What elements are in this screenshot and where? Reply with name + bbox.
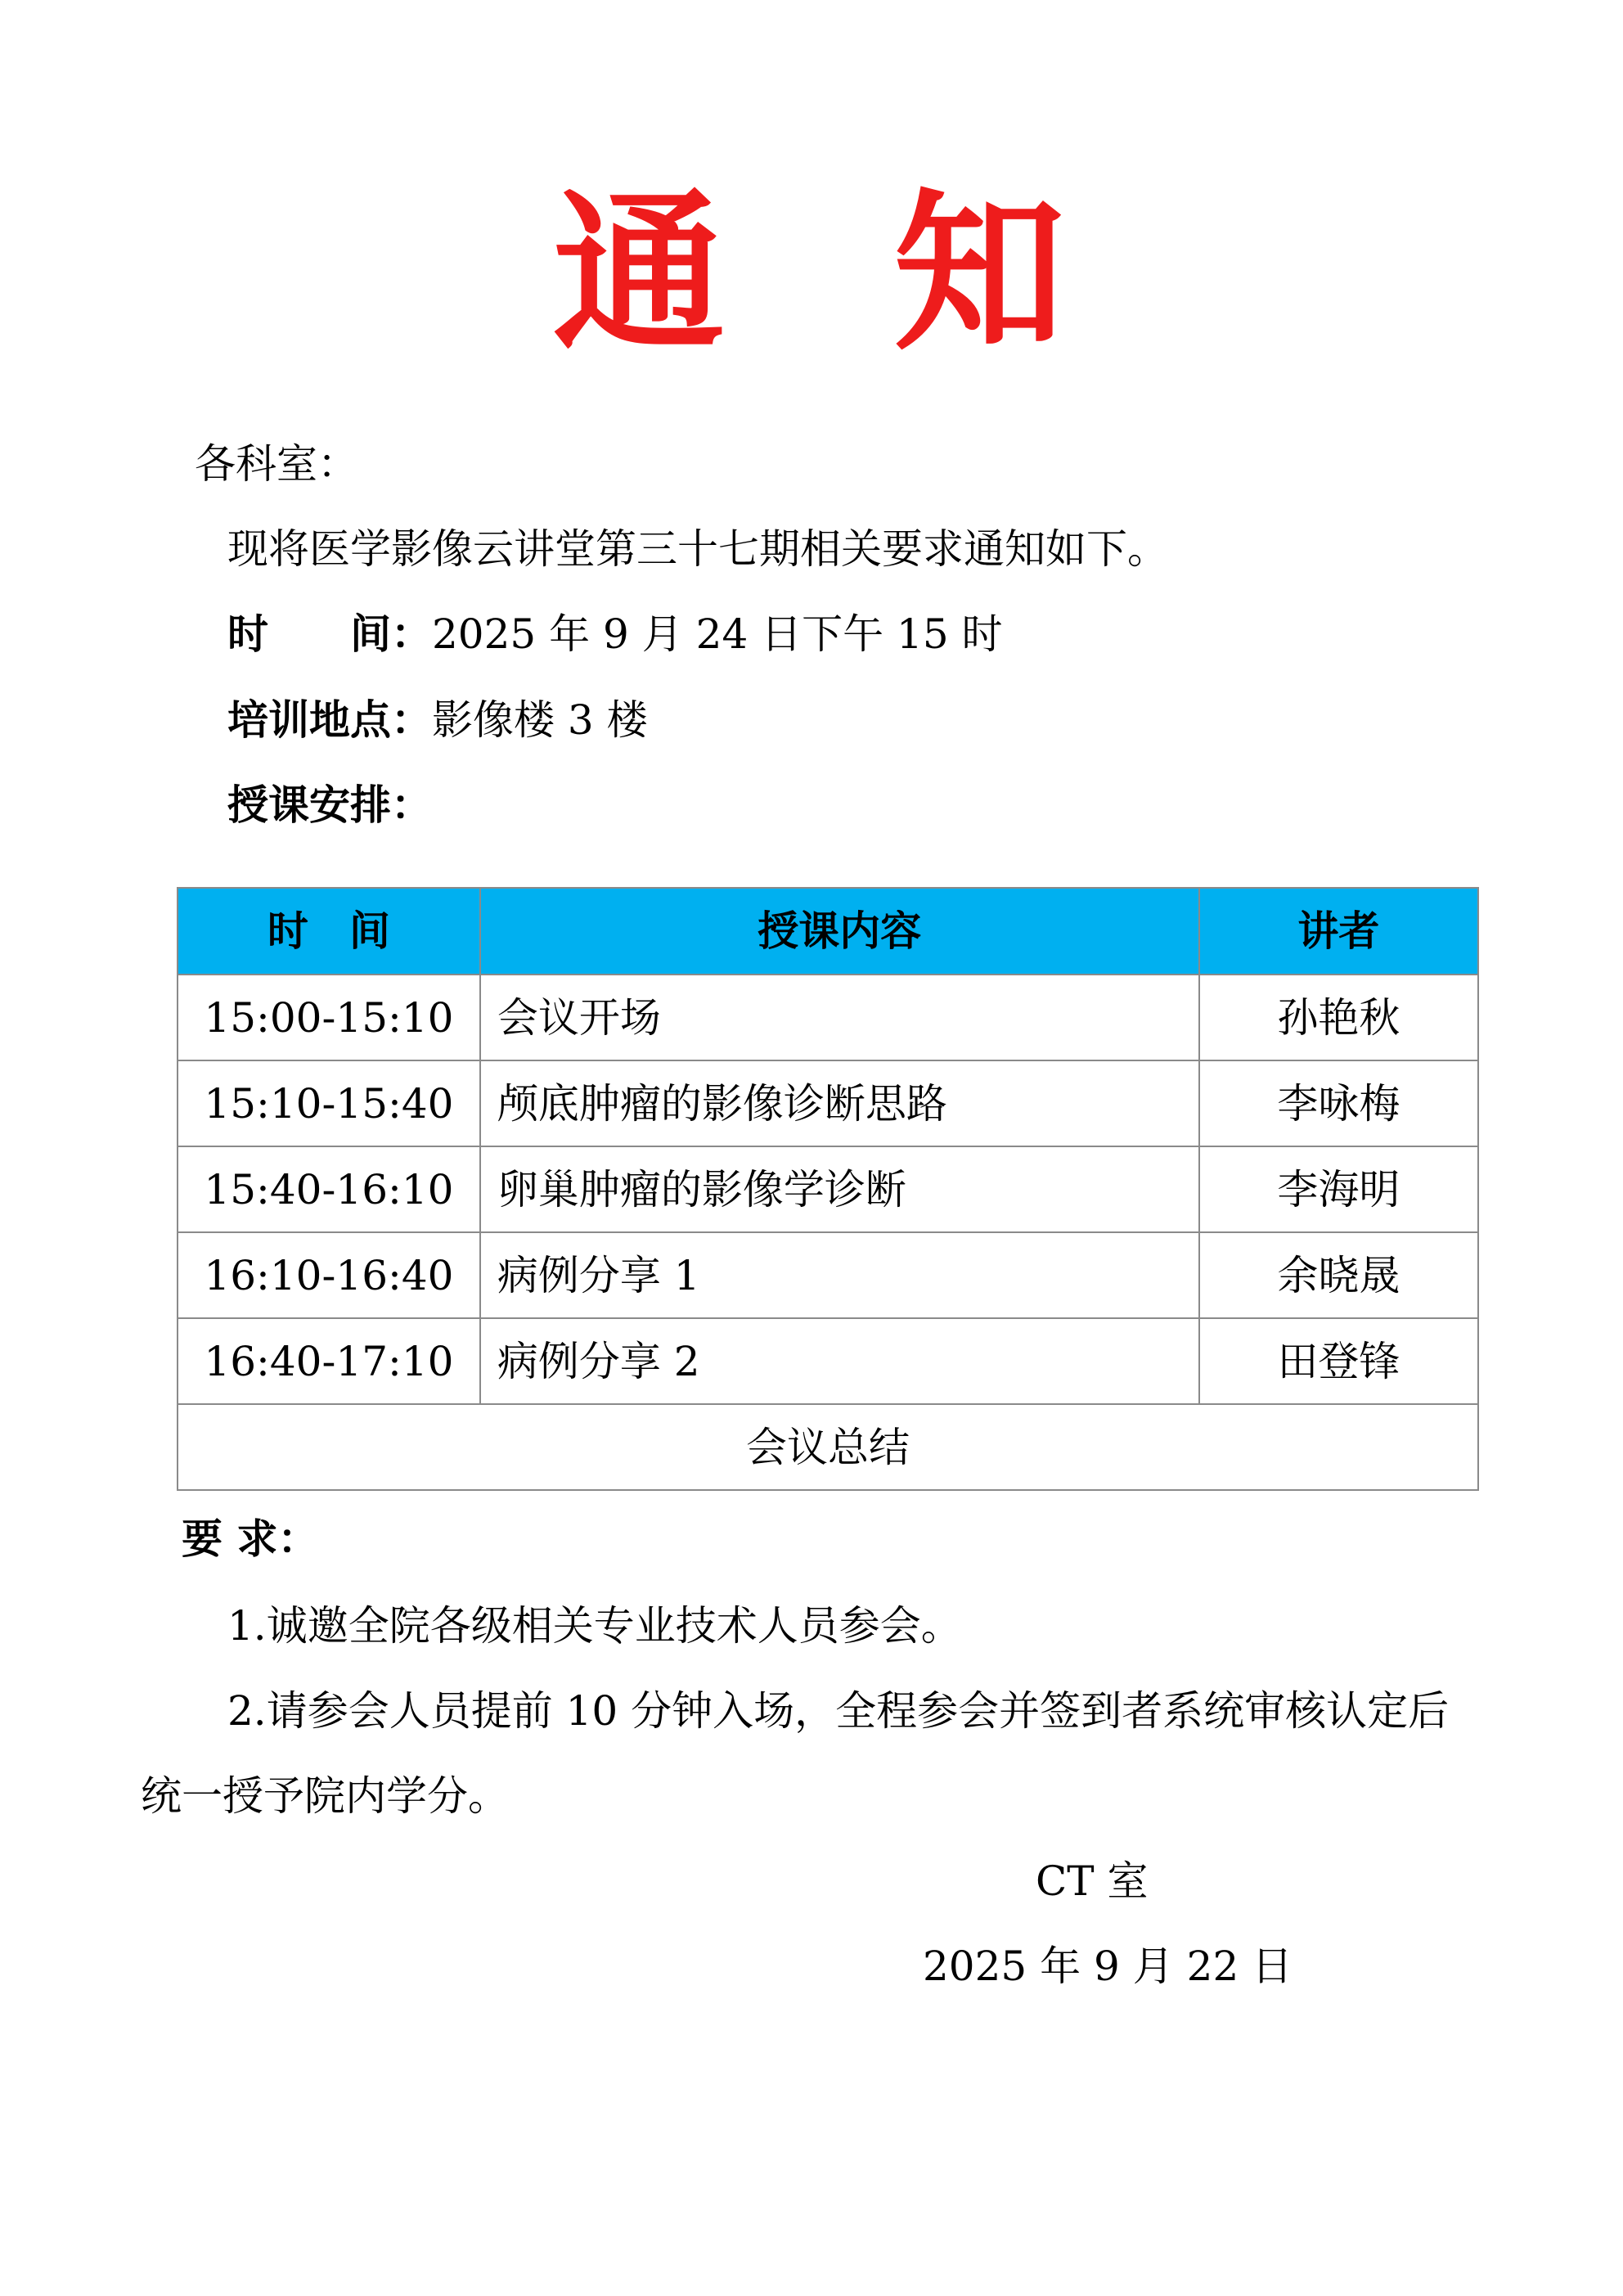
schedule-header-row bbox=[178, 888, 1478, 975]
summary-row bbox=[178, 1404, 1478, 1490]
header-topic: 授课内容 bbox=[480, 888, 1199, 975]
row-topic: 病例分享 2 bbox=[480, 1318, 1199, 1404]
intro-paragraph: 现将医学影像云讲堂第三十七期相关要求通知如下。 bbox=[227, 525, 1168, 573]
location-line bbox=[227, 696, 648, 744]
title-char-2: 知 bbox=[893, 173, 1071, 374]
row-speaker: 孙艳秋 bbox=[1199, 975, 1478, 1060]
time-label: 时 间： bbox=[227, 610, 432, 658]
signature-org: CT 室 bbox=[1036, 1857, 1149, 1905]
row-speaker: 余晓晟 bbox=[1199, 1232, 1478, 1318]
summary-cell: 会议总结 bbox=[178, 1404, 1478, 1490]
row-topic: 会议开场 bbox=[480, 975, 1199, 1060]
header-speaker: 讲者 bbox=[1199, 888, 1478, 975]
table-row bbox=[178, 1060, 1478, 1146]
location-value: 影像楼 3 楼 bbox=[432, 696, 648, 744]
row-speaker: 田登锋 bbox=[1199, 1318, 1478, 1404]
table-row bbox=[178, 975, 1478, 1060]
signature-date: 2025 年 9 月 22 日 bbox=[923, 1943, 1293, 1990]
requirements-label: 要 求： bbox=[182, 1515, 319, 1563]
table-row bbox=[178, 1232, 1478, 1318]
row-time: 16:10-16:40 bbox=[178, 1232, 480, 1318]
salutation: 各科室： bbox=[195, 440, 358, 488]
table-row bbox=[178, 1318, 1478, 1404]
requirement-item-2-line-1: 2.请参会人员提前 10 分钟入场，全程参会并签到者系统审核认定后 bbox=[227, 1687, 1450, 1735]
schedule-table bbox=[177, 887, 1479, 1491]
row-time: 16:40-17:10 bbox=[178, 1318, 480, 1404]
row-topic: 卵巢肿瘤的影像学诊断 bbox=[480, 1146, 1199, 1232]
header-time: 时 间 bbox=[178, 888, 480, 975]
requirement-item-1: 1.诚邀全院各级相关专业技术人员参会。 bbox=[227, 1602, 962, 1650]
row-topic: 颅底肿瘤的影像诊断思路 bbox=[480, 1060, 1199, 1146]
row-time: 15:40-16:10 bbox=[178, 1146, 480, 1232]
row-time: 15:00-15:10 bbox=[178, 975, 480, 1060]
time-line bbox=[227, 610, 1003, 658]
arrangement-label: 授课安排： bbox=[227, 781, 432, 829]
table-row bbox=[178, 1146, 1478, 1232]
row-speaker: 李咏梅 bbox=[1199, 1060, 1478, 1146]
row-topic: 病例分享 1 bbox=[480, 1232, 1199, 1318]
location-label: 培训地点： bbox=[227, 696, 432, 744]
time-value: 2025 年 9 月 24 日下午 15 时 bbox=[432, 610, 1003, 658]
row-speaker: 李海明 bbox=[1199, 1146, 1478, 1232]
notice-title bbox=[0, 173, 1623, 374]
row-time: 15:10-15:40 bbox=[178, 1060, 480, 1146]
title-char-1: 通 bbox=[552, 173, 730, 374]
requirement-item-2-line-2: 统一授予院内学分。 bbox=[141, 1772, 509, 1820]
